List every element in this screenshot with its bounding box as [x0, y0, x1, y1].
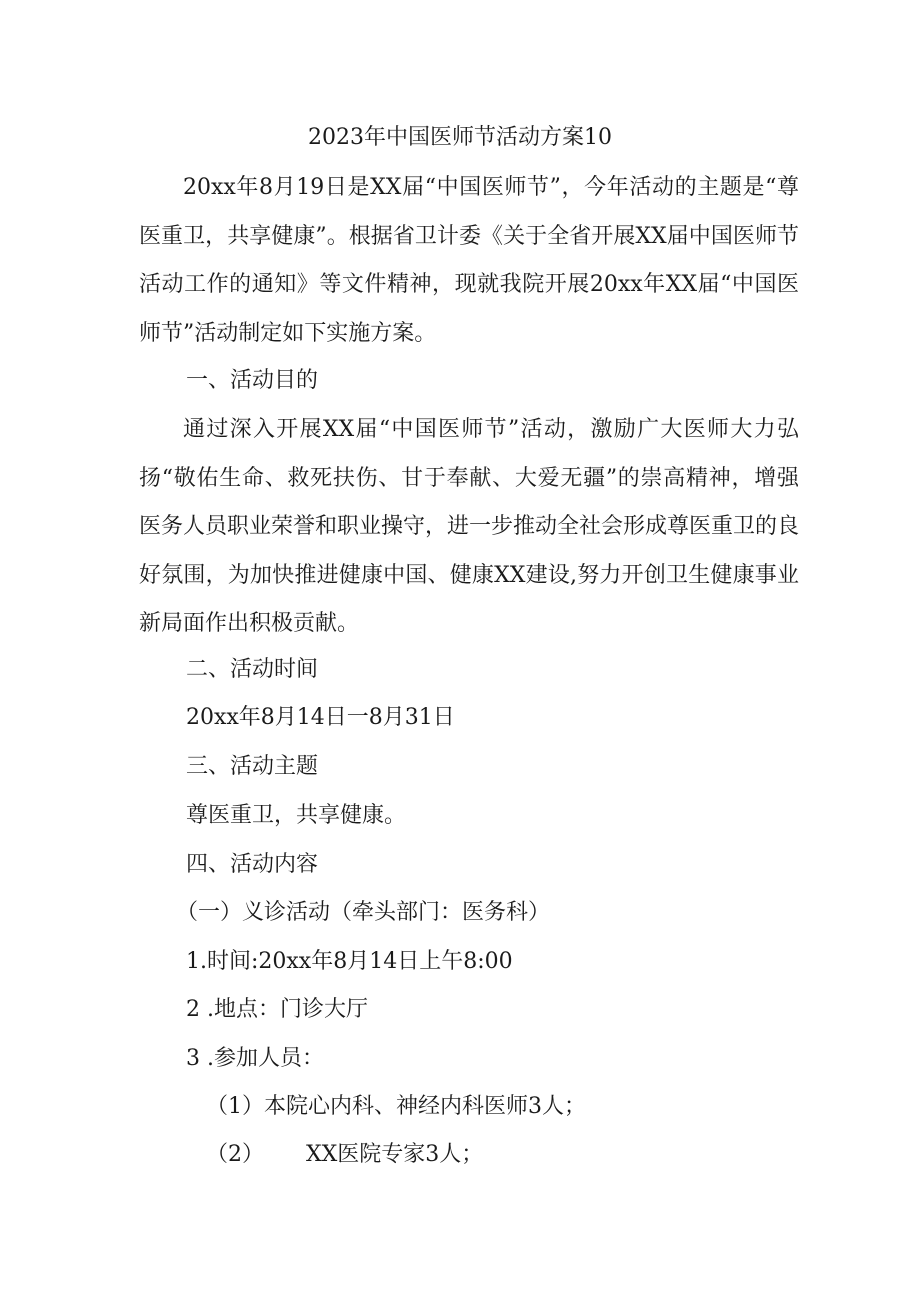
list-item-time: 1.时间:20xx年8月14日上午8:00 [186, 949, 513, 974]
list-item-location: 2 .地点：门诊大厅 [186, 997, 368, 1022]
section-heading-theme: 三、活动主题 [186, 754, 319, 779]
activity-theme: 尊医重卫，共享健康。 [186, 803, 407, 828]
activity-time: 20xx年8月14日一8月31日 [186, 705, 455, 730]
purpose-paragraph: 通过深入开展XX届“中国医师节”活动，激励广大医师大力弘扬“敬佑生命、救死扶伤、甘于奉献、大爱无疆”的崇高精神，增强医务人员职业荣誉和职业操守，进一步推动全社会形成尊医重卫的良好氛围，为加快推进健康中国、健康XX建设,努力开创卫生健康事业新局面作出积极贡献。 [139, 417, 800, 636]
intro-paragraph: 20xx年8月19日是XX届“中国医师节”，今年活动的主题是“尊医重卫，共享健康”。根据省卫计委《关于全省开展XX届中国医师节活动工作的通知》等文件精神，现就我院开展20xx年XX届“中国医师节”活动制定如下实施方案。 [139, 175, 799, 346]
participant-item-2: （2） XX医院专家3人； [206, 1142, 484, 1167]
section-heading-time: 二、活动时间 [186, 657, 319, 682]
section-heading-purpose: 一、活动目的 [186, 368, 319, 393]
document-title: 2023年中国医师节活动方案10 [308, 125, 612, 150]
list-item-participants: 3 .参加人员： [186, 1046, 324, 1071]
section-heading-content: 四、活动内容 [186, 852, 319, 877]
subsection-free-clinic: （一）义诊活动（牵头部门：医务科） [176, 900, 551, 925]
participant-item-1: （1）本院心内科、神经内科医师3人； [206, 1094, 586, 1119]
